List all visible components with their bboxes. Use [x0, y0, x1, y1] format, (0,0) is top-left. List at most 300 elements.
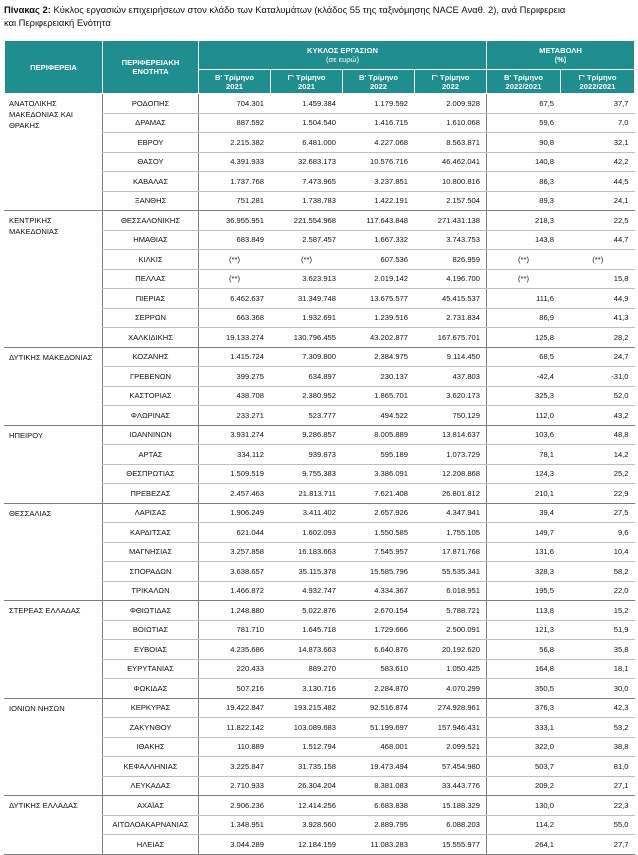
turnover-cell: 274.928.961	[415, 698, 487, 718]
regional-unit-name: ΑΡΤΑΣ	[103, 445, 199, 465]
regional-unit-name: ΚΑΣΤΟΡΙΑΣ	[103, 386, 199, 406]
change-cell: 15,8	[561, 269, 635, 289]
change-cell: 56,8	[487, 640, 561, 660]
turnover-cell: 1.737.768	[199, 172, 271, 192]
turnover-cell: 15.555.977	[415, 835, 487, 855]
header-regional-unit: ΠΕΡΙΦΕΡΕΙΑΚΗ ΕΝΟΤΗΤΑ	[103, 41, 199, 94]
change-cell: 218,3	[487, 211, 561, 231]
change-cell: 376,3	[487, 698, 561, 718]
header-column-year: 2021	[226, 81, 243, 91]
turnover-cell: 2.099.521	[415, 737, 487, 757]
turnover-cell: 1.050.425	[415, 659, 487, 679]
change-cell: 32,1	[561, 133, 635, 153]
turnover-cell: 2.670.154	[343, 601, 415, 621]
turnover-cell: 3.044.289	[199, 835, 271, 855]
change-cell: 121,3	[487, 620, 561, 640]
turnover-cell: 13.675.577	[343, 289, 415, 309]
turnover-cell: 2.889.795	[343, 815, 415, 835]
turnover-cell: 7.309.800	[271, 347, 343, 367]
turnover-cell: 468.001	[343, 737, 415, 757]
turnover-cell: 1.416.715	[343, 113, 415, 133]
regional-unit-name: ΑΧΑΪΑΣ	[103, 796, 199, 816]
change-cell: 143,8	[487, 230, 561, 250]
change-cell: 24,7	[561, 347, 635, 367]
change-cell: 328,3	[487, 562, 561, 582]
turnover-cell: 110.889	[199, 737, 271, 757]
turnover-cell: 1.459.384	[271, 94, 343, 114]
turnover-cell: 1.248.880	[199, 601, 271, 621]
region-name: ΣΤΕΡΕΑΣ ΕΛΛΑΔΑΣ	[5, 601, 103, 699]
change-cell: 53,2	[561, 718, 635, 738]
region-name: ΘΕΣΣΑΛΙΑΣ	[5, 503, 103, 601]
turnover-cell: 7.621.408	[343, 484, 415, 504]
turnover-cell: 3.638.657	[199, 562, 271, 582]
change-cell: 86,3	[487, 172, 561, 192]
turnover-cell: 2.906.236	[199, 796, 271, 816]
turnover-cell: 15.585.796	[343, 562, 415, 582]
change-cell: 42,3	[561, 698, 635, 718]
turnover-cell: 3.931.274	[199, 425, 271, 445]
change-cell: 28,2	[561, 328, 635, 348]
turnover-cell: 750.129	[415, 406, 487, 426]
change-cell: 24,1	[561, 191, 635, 211]
turnover-cell: 1.073.729	[415, 445, 487, 465]
turnover-cell: 5.788.721	[415, 601, 487, 621]
regional-unit-name: ΠΙΕΡΙΑΣ	[103, 289, 199, 309]
change-cell: 51,9	[561, 620, 635, 640]
change-cell: 30,0	[561, 679, 635, 699]
turnover-cell: 9.286.857	[271, 425, 343, 445]
change-cell: 27,5	[561, 503, 635, 523]
turnover-cell: 2.009.928	[415, 94, 487, 114]
turnover-cell: 2.157.504	[415, 191, 487, 211]
header-column-period: Β' Τρίμηνο	[504, 72, 543, 82]
caption-text-line2: και Περιφερειακή Ενότητα	[4, 17, 111, 28]
regional-unit-name: ΖΑΚΥΝΘΟΥ	[103, 718, 199, 738]
turnover-cell: 16.183.663	[271, 542, 343, 562]
change-cell: 42,2	[561, 152, 635, 172]
change-cell: 10,4	[561, 542, 635, 562]
turnover-cell: 12.184.159	[271, 835, 343, 855]
change-cell: 125,8	[487, 328, 561, 348]
change-cell: 333,1	[487, 718, 561, 738]
turnover-cell: 1.729.666	[343, 620, 415, 640]
header-column-period: Β' Τρίμηνο	[359, 72, 398, 82]
regional-unit-name: ΙΩΑΝΝΙΝΩΝ	[103, 425, 199, 445]
regional-unit-name: ΗΜΑΘΙΑΣ	[103, 230, 199, 250]
turnover-cell: 1.422.191	[343, 191, 415, 211]
region-name: ΙΟΝΙΩΝ ΝΗΣΩΝ	[5, 698, 103, 796]
turnover-cell: 634.897	[271, 367, 343, 387]
regional-unit-name: ΙΘΑΚΗΣ	[103, 737, 199, 757]
header-column-period: Γ' Τρίμηνο	[287, 72, 326, 82]
turnover-cell: 130.796.455	[271, 328, 343, 348]
table-row	[5, 94, 635, 114]
table-row	[5, 601, 635, 621]
regional-unit-name: ΣΠΟΡΑΔΩΝ	[103, 562, 199, 582]
turnover-cell: 8.563.871	[415, 133, 487, 153]
regional-unit-name: ΔΡΑΜΑΣ	[103, 113, 199, 133]
header-column	[487, 70, 561, 94]
turnover-cell: 4.227.068	[343, 133, 415, 153]
turnover-cell: 939.873	[271, 445, 343, 465]
change-cell: 210,1	[487, 484, 561, 504]
regional-unit-name: ΧΑΛΚΙΔΙΚΗΣ	[103, 328, 199, 348]
turnover-cell: 57.454.980	[415, 757, 487, 777]
turnover-cell: 13.814.637	[415, 425, 487, 445]
regional-unit-name: ΤΡΙΚΑΛΩΝ	[103, 581, 199, 601]
turnover-cell: 51.199.697	[343, 718, 415, 738]
turnover-cell: 826.959	[415, 250, 487, 270]
turnover-cell: 6.683.838	[343, 796, 415, 816]
turnover-cell: 12.208.868	[415, 464, 487, 484]
turnover-cell: 6.018.951	[415, 581, 487, 601]
turnover-cell: 1.239.516	[343, 308, 415, 328]
turnover-cell: 3.257.858	[199, 542, 271, 562]
change-cell: 41,3	[561, 308, 635, 328]
change-cell: 113,8	[487, 601, 561, 621]
table-row	[5, 425, 635, 445]
turnover-cell: 1.865.701	[343, 386, 415, 406]
turnover-cell: 4.235.686	[199, 640, 271, 660]
change-cell: 9,6	[561, 523, 635, 543]
turnover-cell: 15.188.329	[415, 796, 487, 816]
turnover-cell: 9.114.450	[415, 347, 487, 367]
turnover-cell: 683.849	[199, 230, 271, 250]
turnover-cell: 10.576.716	[343, 152, 415, 172]
header-column-year: 2022/2021	[505, 81, 542, 91]
change-cell: 325,3	[487, 386, 561, 406]
change-cell: 22,3	[561, 796, 635, 816]
turnover-cell: 751.281	[199, 191, 271, 211]
table-row	[5, 698, 635, 718]
turnover-cell: 2.587.457	[271, 230, 343, 250]
turnover-cell: 31.735.158	[271, 757, 343, 777]
regional-unit-name: ΛΑΡΙΣΑΣ	[103, 503, 199, 523]
turnover-cell: 157.946.431	[415, 718, 487, 738]
change-cell: 264,1	[487, 835, 561, 855]
header-turnover-unit: (σε ευρώ)	[325, 55, 360, 64]
change-cell: 503,7	[487, 757, 561, 777]
turnover-cell: 36.955.951	[199, 211, 271, 231]
turnover-cell: 1.509.519	[199, 464, 271, 484]
change-cell: 15,2	[561, 601, 635, 621]
turnover-cell: 233.271	[199, 406, 271, 426]
turnover-table	[4, 40, 635, 855]
turnover-cell: 19.133.274	[199, 328, 271, 348]
turnover-cell: 103.089.683	[271, 718, 343, 738]
turnover-cell: 8.381.083	[343, 776, 415, 796]
header-column	[271, 70, 343, 94]
header-column	[415, 70, 487, 94]
turnover-cell: 2.019.142	[343, 269, 415, 289]
turnover-cell: 5.022.876	[271, 601, 343, 621]
regional-unit-name: ΚΑΡΔΙΤΣΑΣ	[103, 523, 199, 543]
turnover-cell: 17.871.768	[415, 542, 487, 562]
turnover-cell: 6.462.637	[199, 289, 271, 309]
turnover-cell: 2.380.952	[271, 386, 343, 406]
turnover-cell: (**)	[271, 250, 343, 270]
region-name: ΚΕΝΤΡΙΚΗΣ ΜΑΚΕΔΟΝΙΑΣ	[5, 211, 103, 348]
header-turnover-group	[199, 41, 487, 70]
change-cell: 27,1	[561, 776, 635, 796]
turnover-cell: 1.602.093	[271, 523, 343, 543]
turnover-cell: 523.777	[271, 406, 343, 426]
change-cell: 322,0	[487, 737, 561, 757]
regional-unit-name: ΚΕΡΚΥΡΑΣ	[103, 698, 199, 718]
turnover-cell: 21.813.711	[271, 484, 343, 504]
change-cell: 14,2	[561, 445, 635, 465]
turnover-cell: 271.431.138	[415, 211, 487, 231]
change-cell: 58,2	[561, 562, 635, 582]
regional-unit-name: ΑΙΤΩΛΟΑΚΑΡΝΑΝΙΑΣ	[103, 815, 199, 835]
turnover-cell: 11.083.283	[343, 835, 415, 855]
turnover-cell: 6.088.203	[415, 815, 487, 835]
turnover-cell: 12.414.256	[271, 796, 343, 816]
turnover-cell: 3.386.091	[343, 464, 415, 484]
regional-unit-name: ΕΥΡΥΤΑΝΙΑΣ	[103, 659, 199, 679]
turnover-cell: 1.550.585	[343, 523, 415, 543]
regional-unit-name: ΞΑΝΘΗΣ	[103, 191, 199, 211]
change-cell: 68,5	[487, 347, 561, 367]
turnover-cell: 3.411.402	[271, 503, 343, 523]
turnover-cell: 334.112	[199, 445, 271, 465]
turnover-cell: 3.623.913	[271, 269, 343, 289]
turnover-cell: 1.755.105	[415, 523, 487, 543]
turnover-cell: 663.368	[199, 308, 271, 328]
turnover-cell: 4.196.700	[415, 269, 487, 289]
change-cell: (**)	[487, 250, 561, 270]
turnover-cell: 3.237.851	[343, 172, 415, 192]
turnover-cell: 26.304.204	[271, 776, 343, 796]
turnover-cell: 607.536	[343, 250, 415, 270]
turnover-cell: 167.675.701	[415, 328, 487, 348]
turnover-cell: 33.443.776	[415, 776, 487, 796]
turnover-cell: 193.215.482	[271, 698, 343, 718]
regional-unit-name: ΠΡΕΒΕΖΑΣ	[103, 484, 199, 504]
regional-unit-name: ΕΒΡΟΥ	[103, 133, 199, 153]
region-name: ΗΠΕΙΡΟΥ	[5, 425, 103, 503]
turnover-cell: 1.667.332	[343, 230, 415, 250]
regional-unit-name: ΦΛΩΡΙΝΑΣ	[103, 406, 199, 426]
regional-unit-name: ΚΙΛΚΙΣ	[103, 250, 199, 270]
change-cell: 90,8	[487, 133, 561, 153]
turnover-cell: 55.535.341	[415, 562, 487, 582]
turnover-cell: 3.225.847	[199, 757, 271, 777]
turnover-cell: 494.522	[343, 406, 415, 426]
turnover-cell: 3.620.173	[415, 386, 487, 406]
header-column-year: 2022	[442, 81, 459, 91]
turnover-cell: 1.466.872	[199, 581, 271, 601]
caption-label: Πίνακας 2:	[4, 4, 51, 15]
change-cell: 209,2	[487, 776, 561, 796]
turnover-cell: 3.743.753	[415, 230, 487, 250]
header-change-group	[487, 41, 635, 70]
change-cell: 124,3	[487, 464, 561, 484]
regional-unit-name: ΒΟΙΩΤΙΑΣ	[103, 620, 199, 640]
turnover-cell: 26.801.812	[415, 484, 487, 504]
change-cell: 22,9	[561, 484, 635, 504]
change-cell: 59,6	[487, 113, 561, 133]
change-cell: 43,2	[561, 406, 635, 426]
header-change-title: ΜΕΤΑΒΟΛΗ	[539, 46, 582, 55]
change-cell: 131,6	[487, 542, 561, 562]
turnover-cell: 1.504.540	[271, 113, 343, 133]
regional-unit-name: ΘΑΣΟΥ	[103, 152, 199, 172]
change-cell: 67,5	[487, 94, 561, 114]
turnover-cell: 2.384.975	[343, 347, 415, 367]
turnover-cell: 1.179.592	[343, 94, 415, 114]
turnover-cell: (**)	[199, 269, 271, 289]
change-cell: (**)	[487, 269, 561, 289]
turnover-cell: 1.738.783	[271, 191, 343, 211]
turnover-cell: 4.334.367	[343, 581, 415, 601]
turnover-cell: 10.800.816	[415, 172, 487, 192]
turnover-cell: 8.005.889	[343, 425, 415, 445]
header-column-period: Γ' Τρίμηνο	[578, 72, 617, 82]
change-cell: -42,4	[487, 367, 561, 387]
change-cell: 39,4	[487, 503, 561, 523]
change-cell: 55,0	[561, 815, 635, 835]
turnover-cell: 583.610	[343, 659, 415, 679]
change-cell: 22,5	[561, 211, 635, 231]
change-cell: 78,1	[487, 445, 561, 465]
turnover-cell: 595.189	[343, 445, 415, 465]
change-cell: 35,8	[561, 640, 635, 660]
change-cell: 44,5	[561, 172, 635, 192]
regional-unit-name: ΓΡΕΒΕΝΩΝ	[103, 367, 199, 387]
header-column-period: Γ' Τρίμηνο	[431, 72, 470, 82]
regional-unit-name: ΡΟΔΟΠΗΣ	[103, 94, 199, 114]
turnover-cell: 45.415.537	[415, 289, 487, 309]
change-cell: 140,8	[487, 152, 561, 172]
regional-unit-name: ΠΕΛΛΑΣ	[103, 269, 199, 289]
turnover-cell: 2.284.870	[343, 679, 415, 699]
regional-unit-name: ΦΩΚΙΔΑΣ	[103, 679, 199, 699]
change-cell: 7,0	[561, 113, 635, 133]
header-turnover-title: ΚΥΚΛΟΣ ΕΡΓΑΣΙΩΝ	[306, 46, 379, 55]
turnover-cell: 32.683.173	[271, 152, 343, 172]
turnover-cell: 1.906.249	[199, 503, 271, 523]
regional-unit-name: ΣΕΡΡΩΝ	[103, 308, 199, 328]
change-cell: (**)	[561, 250, 635, 270]
turnover-cell: 117.643.848	[343, 211, 415, 231]
turnover-cell: 35.115.378	[271, 562, 343, 582]
change-cell: 195,5	[487, 581, 561, 601]
turnover-cell: 437.803	[415, 367, 487, 387]
change-cell: 18,1	[561, 659, 635, 679]
change-cell: 27,7	[561, 835, 635, 855]
region-name: ΑΝΑΤΟΛΙΚΗΣ ΜΑΚΕΔΟΝΙΑΣ ΚΑΙ ΘΡΑΚΗΣ	[5, 94, 103, 211]
turnover-cell: 781.710	[199, 620, 271, 640]
change-cell: 25,2	[561, 464, 635, 484]
change-cell: 130,0	[487, 796, 561, 816]
header-column-year: 2022/2021	[579, 81, 616, 91]
turnover-cell: 2.657.926	[343, 503, 415, 523]
regional-unit-name: ΦΘΙΩΤΙΔΑΣ	[103, 601, 199, 621]
change-cell: 48,8	[561, 425, 635, 445]
turnover-cell: 14.873.663	[271, 640, 343, 660]
header-column-period: Β' Τρίμηνο	[215, 72, 254, 82]
turnover-cell: 92.516.874	[343, 698, 415, 718]
header-column-year: 2021	[298, 81, 315, 91]
change-cell: 111,6	[487, 289, 561, 309]
turnover-cell: 2.710.933	[199, 776, 271, 796]
turnover-cell: 399.275	[199, 367, 271, 387]
turnover-cell: 7.545.957	[343, 542, 415, 562]
change-cell: 81,0	[561, 757, 635, 777]
regional-unit-name: ΛΕΥΚΑΔΑΣ	[103, 776, 199, 796]
turnover-cell: 507.216	[199, 679, 271, 699]
turnover-cell: 1.610.068	[415, 113, 487, 133]
turnover-cell: 4.347.941	[415, 503, 487, 523]
turnover-cell: 4.070.299	[415, 679, 487, 699]
turnover-cell: 3.130.716	[271, 679, 343, 699]
region-name: ΔΥΤΙΚΗΣ ΜΑΚΕΔΟΝΙΑΣ	[5, 347, 103, 425]
turnover-cell: 2.500.091	[415, 620, 487, 640]
turnover-cell: 2.457.463	[199, 484, 271, 504]
turnover-cell: 19.422.847	[199, 698, 271, 718]
regional-unit-name: ΘΕΣΠΡΩΤΙΑΣ	[103, 464, 199, 484]
change-cell: 38,8	[561, 737, 635, 757]
change-cell: 164,8	[487, 659, 561, 679]
change-cell: 114,2	[487, 815, 561, 835]
header-region: ΠΕΡΙΦΕΡΕΙΑ	[5, 41, 103, 94]
turnover-cell: 887.592	[199, 113, 271, 133]
turnover-cell: 1.415.724	[199, 347, 271, 367]
regional-unit-name: ΗΛΕΙΑΣ	[103, 835, 199, 855]
turnover-cell: 6.481.000	[271, 133, 343, 153]
turnover-cell: 2.731.834	[415, 308, 487, 328]
region-name: ΔΥΤΙΚΗΣ ΕΛΛΑΔΑΣ	[5, 796, 103, 855]
change-cell: 44,7	[561, 230, 635, 250]
turnover-cell: 20.192.620	[415, 640, 487, 660]
table-row	[5, 211, 635, 231]
change-cell: 89,3	[487, 191, 561, 211]
change-cell: 44,9	[561, 289, 635, 309]
turnover-cell: 1.512.794	[271, 737, 343, 757]
turnover-cell: 6.640.876	[343, 640, 415, 660]
turnover-cell: 31.349.748	[271, 289, 343, 309]
regional-unit-name: ΕΥΒΟΙΑΣ	[103, 640, 199, 660]
turnover-cell: 43.202.877	[343, 328, 415, 348]
turnover-cell: 438.708	[199, 386, 271, 406]
turnover-cell: 46.462.041	[415, 152, 487, 172]
regional-unit-name: ΘΕΣΣΑΛΟΝΙΚΗΣ	[103, 211, 199, 231]
change-cell: -31,0	[561, 367, 635, 387]
change-cell: 37,7	[561, 94, 635, 114]
turnover-cell: (**)	[199, 250, 271, 270]
change-cell: 52,0	[561, 386, 635, 406]
header-column-year: 2022	[370, 81, 387, 91]
turnover-cell: 4.391.933	[199, 152, 271, 172]
turnover-cell: 4.932.747	[271, 581, 343, 601]
table-caption	[4, 3, 638, 29]
turnover-cell: 1.348.951	[199, 815, 271, 835]
turnover-cell: 19.473.494	[343, 757, 415, 777]
change-cell: 22,0	[561, 581, 635, 601]
change-cell: 350,5	[487, 679, 561, 699]
turnover-cell: 7.473.965	[271, 172, 343, 192]
turnover-cell: 9.755.383	[271, 464, 343, 484]
header-column	[199, 70, 271, 94]
turnover-cell: 220.433	[199, 659, 271, 679]
header-change-unit: (%)	[554, 55, 567, 64]
header-column	[561, 70, 635, 94]
turnover-cell: 1.645.718	[271, 620, 343, 640]
turnover-cell: 2.215.382	[199, 133, 271, 153]
turnover-cell: 704.301	[199, 94, 271, 114]
